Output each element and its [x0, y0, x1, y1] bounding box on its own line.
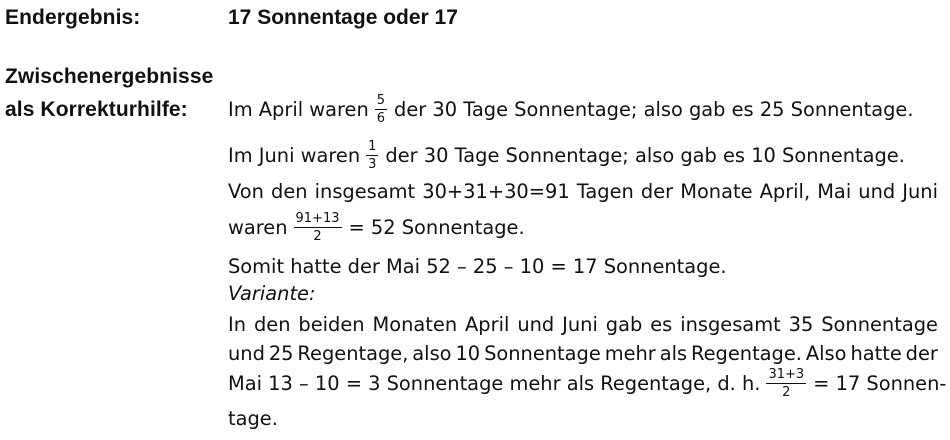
variante-line-4: tage. — [228, 407, 278, 430]
word: 30+31+30=91 — [422, 180, 570, 203]
zwischenergebnisse-label-line2: als Korrekturhilfe: — [5, 98, 188, 121]
word: April — [465, 313, 510, 336]
april-fraction-numerator: 5 — [376, 93, 386, 108]
word: beiden — [298, 313, 365, 336]
word: Regentage. — [691, 342, 802, 365]
word: Mai — [817, 180, 852, 203]
total-days-line — [228, 180, 938, 203]
somit-line: Somit hatte der Mai 52 – 25 – 10 = 17 Sonnentage. — [228, 255, 727, 278]
word: Monaten — [372, 313, 458, 336]
variante-fraction-numerator: 31+3 — [768, 367, 805, 382]
endergebnis-label: Endergebnis: — [5, 6, 141, 29]
juni-line — [228, 140, 905, 171]
variante-line-3 — [228, 368, 946, 399]
waren-line — [228, 212, 525, 243]
word: Also — [805, 342, 847, 365]
zwischenergebnisse-label-line1: Zwischenergebnisse — [5, 65, 214, 88]
word: und — [517, 313, 555, 336]
word: In — [228, 313, 247, 336]
april-fraction-denominator: 6 — [376, 111, 386, 126]
word: Regentage, — [297, 342, 409, 365]
juni-text-post: der 30 Tage Sonnentage; also gab es 10 Sonnentage. — [385, 144, 905, 167]
april-line — [228, 94, 914, 125]
waren-text-post: = 52 Sonnentage. — [348, 216, 525, 239]
variante-line-3-pre: Mai 13 – 10 = 3 Sonnentage mehr als Regentage, d. h. — [228, 372, 761, 395]
april-text-pre: Im April waren — [228, 98, 369, 121]
word: mehr — [604, 342, 656, 365]
variante-fraction — [766, 368, 806, 399]
endergebnis-value: 17 Sonnentage oder 17 — [228, 6, 458, 29]
variante-line-2 — [228, 342, 938, 365]
word: gab — [605, 313, 643, 336]
april-text-post: der 30 Tage Sonnentage; also gab es 25 Sonnentage. — [394, 98, 914, 121]
word: Tagen — [576, 180, 634, 203]
juni-fraction-denominator: 3 — [368, 157, 377, 172]
word: insgesamt — [680, 313, 781, 336]
waren-fraction-denominator: 2 — [313, 229, 322, 244]
variante-fraction-denominator: 2 — [782, 385, 791, 400]
word: April, — [759, 180, 811, 203]
word: hatte — [850, 342, 902, 365]
word: Monate — [680, 180, 753, 203]
word: Sonnentage — [484, 342, 601, 365]
variante-line-1 — [228, 313, 938, 336]
word: und — [228, 342, 265, 365]
word: 10 — [455, 342, 481, 365]
variante-heading: Variante: — [228, 282, 316, 305]
waren-fraction — [294, 212, 342, 243]
word: der — [905, 342, 938, 365]
word: den — [271, 180, 308, 203]
word: es — [650, 313, 673, 336]
juni-fraction-numerator: 1 — [368, 139, 377, 154]
word: 25 — [268, 342, 294, 365]
word: Sonnentage — [821, 313, 938, 336]
juni-fraction — [366, 140, 378, 171]
variante-line-3-post: = 17 Sonnen- — [813, 372, 947, 395]
word: insgesamt — [314, 180, 416, 203]
word: Juni — [902, 180, 938, 203]
word: 35 — [788, 313, 814, 336]
juni-text-pre: Im Juni waren — [228, 144, 361, 167]
word: den — [253, 313, 291, 336]
april-fraction — [375, 94, 387, 125]
word: Von — [228, 180, 264, 203]
word: der — [640, 180, 674, 203]
word: also — [412, 342, 452, 365]
word: als — [659, 342, 688, 365]
word: Juni — [562, 313, 598, 336]
waren-text-pre: waren — [228, 216, 288, 239]
word: und — [858, 180, 896, 203]
waren-fraction-numerator: 91+13 — [295, 211, 340, 226]
